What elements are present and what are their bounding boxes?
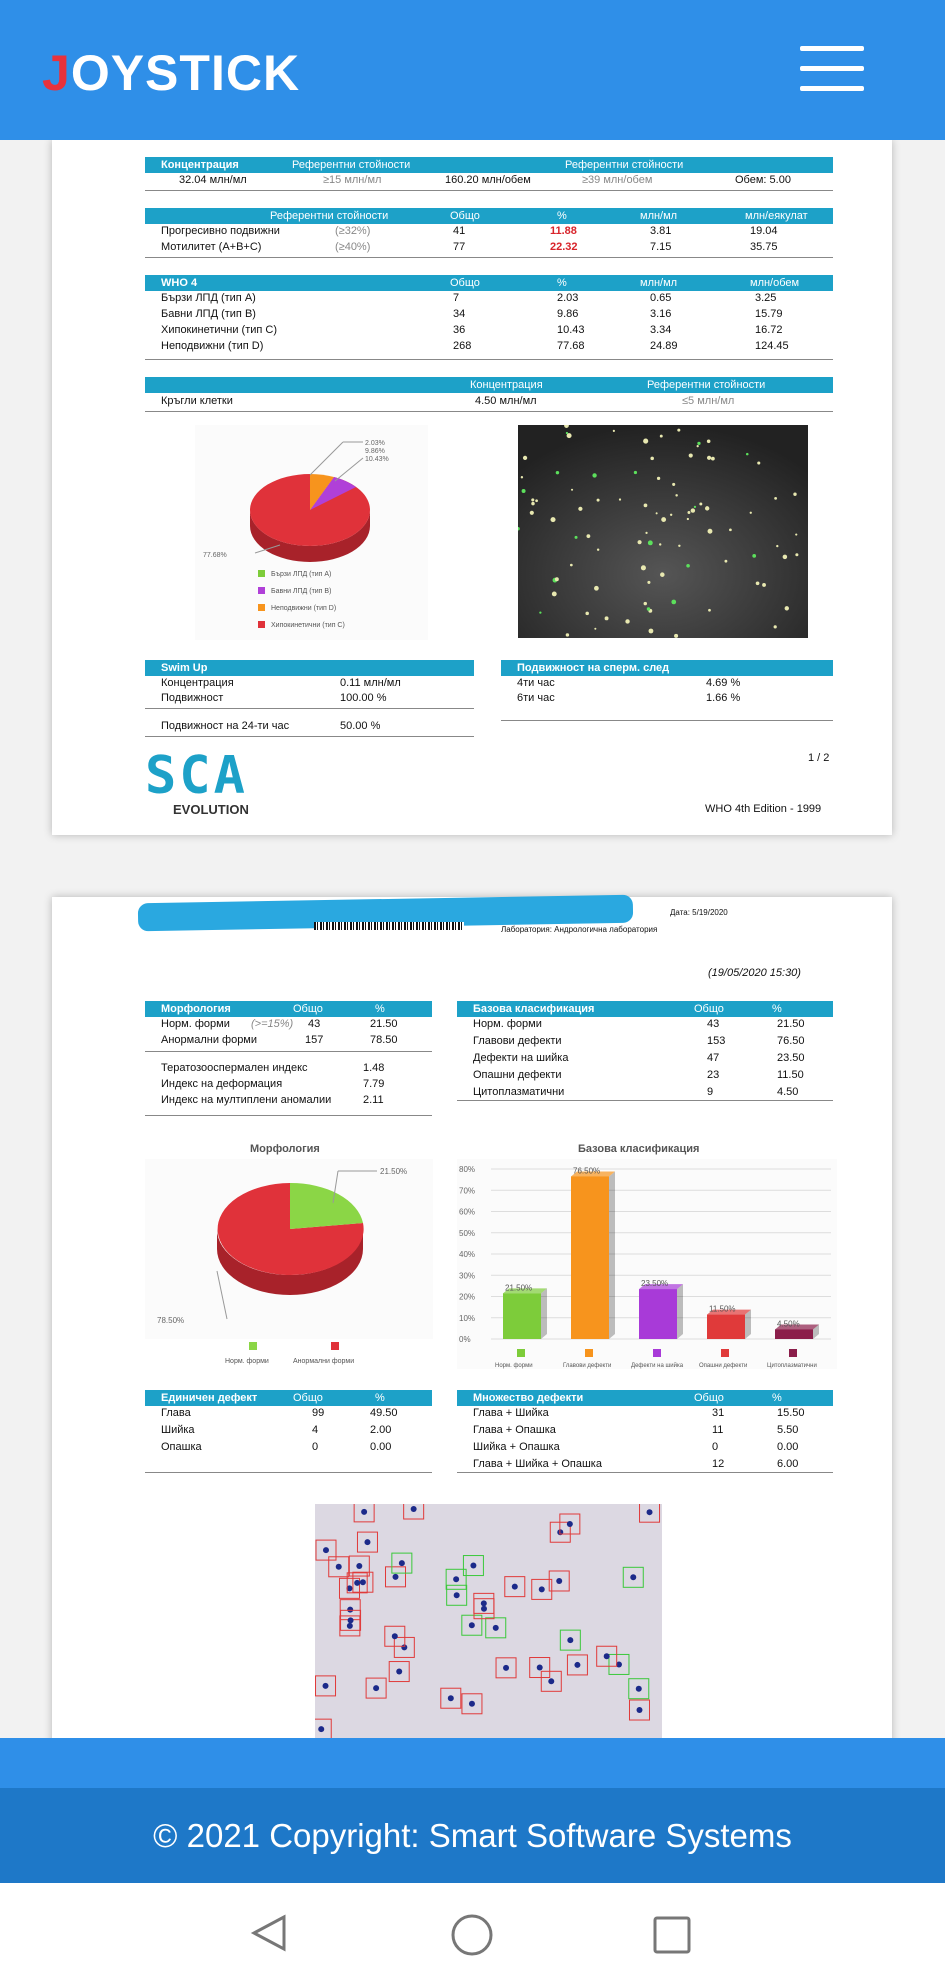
copyright-footer: © 2021 Copyright: Smart Software Systems [0,1788,945,1883]
report-timestamp: (19/05/2020 15:30) [708,967,801,979]
report-page-2 [52,897,892,1738]
sca-logo: SCA EVOLUTION [145,746,249,817]
motility-after-header: Подвижност на сперм. след [501,660,833,676]
index-row: Индекс на деформация 7.79 [161,1078,385,1090]
svg-text:Бързи ЛПД (тип A): Бързи ЛПД (тип A) [271,571,332,578]
report-date: Дата: 5/19/2020 [670,908,728,917]
bar [571,1176,609,1339]
y-tick-label: 80% [459,1165,476,1174]
swim-up-header: Swim Up [145,660,474,676]
y-tick-label: 60% [459,1207,476,1217]
concentration-row: 32.04 млн/мл ≥15 млн/мл 160.20 млн/обем ≥39 млн/обем Обем: 5.00 [179,174,791,186]
footer-spacer [0,1738,945,1788]
bar-data-label: 76.50% [573,1166,601,1176]
legend-swatch [789,1349,797,1357]
multiple-defects-row: Глава + Шийка 31 15.50 [473,1407,805,1419]
bar [775,1329,813,1339]
base-classification-row: Главови дефекти 153 76.50 [473,1035,805,1047]
round-cells-header: Концентрация Референтни стойности [145,377,833,393]
who4-row: Бързи ЛПД (тип A) 7 2.03 0.65 3.25 [161,292,777,304]
round-cells-row: Кръгли клетки 4.50 млн/мл ≤5 млн/мл [161,395,735,407]
multiple-defects-row: Шийка + Опашка 0 0.00 [473,1441,799,1453]
concentration-header: Концентрация Референтни стойности Референтни стойности [145,157,833,173]
motility-after-row: 4ти час 4.69 % [517,677,741,689]
bar [639,1289,677,1339]
microscope-image [518,425,808,638]
bar-data-label: 23.50% [641,1279,669,1289]
morphology-chart-title: Морфология [250,1143,320,1155]
y-tick-label: 40% [459,1250,476,1259]
page-number: 1 / 2 [808,752,830,764]
who4-row: Хипокинетични (тип C) 36 10.43 3.34 16.72 [161,324,783,336]
base-classification-row: Цитоплазматични 9 4.50 [473,1086,799,1098]
swim-row: Подвижност на 24-ти час 50.00 % [161,720,381,732]
y-tick-label: 10% [459,1313,476,1323]
legend-swatch [585,1349,593,1357]
svg-text:2.03%: 2.03% [365,440,385,447]
svg-text:77.68%: 77.68% [203,552,227,559]
menu-icon[interactable] [800,46,864,92]
y-tick-label: 30% [459,1271,476,1281]
bar-side [609,1171,615,1339]
multiple-defects-row: Глава + Шийка + Опашка 12 6.00 [473,1458,799,1470]
barcode [314,922,464,930]
x-category-label: Дефекти на шийка [631,1363,684,1369]
home-icon[interactable] [450,1913,494,1957]
y-tick-label: 70% [459,1186,476,1196]
single-defect-header: Единичен дефект Общо % [145,1390,432,1406]
recents-icon[interactable] [652,1915,692,1955]
multiple-defects-row: Глава + Опашка 11 5.50 [473,1424,799,1436]
who4-row: Бавни ЛПД (тип B) 34 9.86 3.16 15.79 [161,308,783,320]
svg-text:9.86%: 9.86% [365,448,385,455]
y-tick-label: 20% [459,1292,476,1302]
motility-header: Референтни стойности Общо % млн/мл млн/еякулат [145,208,833,224]
single-defect-row: Глава 99 49.50 [161,1407,398,1419]
edition-label: WHO 4th Edition - 1999 [705,803,822,815]
x-category-label: Норм. форми [495,1363,533,1369]
index-row: Тератозооспермален индекс 1.48 [161,1062,385,1074]
single-defect-row: Шийка 4 2.00 [161,1424,392,1436]
morphology-row: Норм. форми (>=15%) 43 21.50 [161,1018,398,1030]
app-logo[interactable]: JOYSTICK [42,45,301,101]
bar [503,1293,541,1339]
who4-header: WHO 4 Общо % млн/мл млн/обем [145,275,833,291]
index-row: Индекс на мултиплени аномалии 2.11 [161,1094,384,1106]
motility-after-row: 6ти час 1.66 % [517,692,741,704]
y-tick-label: 0% [459,1335,471,1344]
report-page-1 [52,140,892,835]
base-classification-header: Базова класификация Общо % [457,1001,833,1017]
motility-row: Мотилитет (A+B+C) (≥40%) 77 22.32 7.15 35.75 [161,241,778,253]
morphology-row: Анормални форми 157 78.50 [161,1034,398,1046]
bar-chart-title: Базова класификация [578,1143,700,1155]
bar-data-label: 4.50% [777,1319,800,1329]
legend-swatch [517,1349,525,1357]
single-defect-row: Опашка 0 0.00 [161,1441,392,1453]
motility-row: Прогресивно подвижни (≥32%) 41 11.88 3.81 19.04 [161,225,778,237]
multiple-defects-header: Множество дефекти Общо % [457,1390,833,1406]
morphology-pie-chart [145,1159,433,1339]
bar-side [541,1288,547,1339]
bar-data-label: 11.50% [709,1304,736,1314]
motility-pie-chart [195,425,428,640]
swim-row: Концентрация 0.11 млн/мл [161,677,401,689]
x-category-label: Опашни дефекти [699,1363,748,1369]
svg-text:21.50%: 21.50% [380,1167,408,1176]
back-icon[interactable] [248,1913,288,1953]
svg-text:Неподвижни (тип D): Неподвижни (тип D) [271,605,337,612]
lab-label: Лаборатория: Андрологична лаборатория [501,925,658,934]
base-classification-row: Дефекти на шийка 47 23.50 [473,1052,805,1064]
bar [707,1315,745,1339]
android-nav-bar [0,1883,945,1983]
report-viewer[interactable] [0,140,945,1738]
base-classification-bar-chart [457,1159,837,1369]
svg-text:Бавни ЛПД (тип B): Бавни ЛПД (тип B) [271,588,332,595]
base-classification-row: Норм. форми 43 21.50 [473,1018,805,1030]
svg-text:78.50%: 78.50% [157,1316,185,1325]
top-app-bar [0,0,945,140]
svg-text:10.43%: 10.43% [365,456,389,463]
bar-side [745,1310,751,1339]
morphology-legend [145,1339,433,1369]
who4-row: Неподвижни (тип D) 268 77.68 24.89 124.45 [161,340,789,352]
svg-text:Норм. форми: Норм. форми [225,1358,269,1365]
x-category-label: Главови дефекти [563,1363,612,1369]
base-classification-row: Опашни дефекти 23 11.50 [473,1069,804,1081]
svg-text:Хипокинетични (тип C): Хипокинетични (тип C) [271,622,345,629]
svg-text:Анормални форми: Анормални форми [293,1358,355,1365]
legend-swatch [721,1349,729,1357]
y-tick-label: 50% [459,1228,476,1238]
x-category-label: Цитоплазматични [767,1363,817,1369]
morphology-header: Морфология Общо % [145,1001,432,1017]
swim-row: Подвижност 100.00 % [161,692,387,704]
legend-swatch [653,1349,661,1357]
bar-side [677,1284,683,1339]
morphology-microscope-image [315,1504,662,1738]
bar-data-label: 21.50% [505,1283,533,1293]
